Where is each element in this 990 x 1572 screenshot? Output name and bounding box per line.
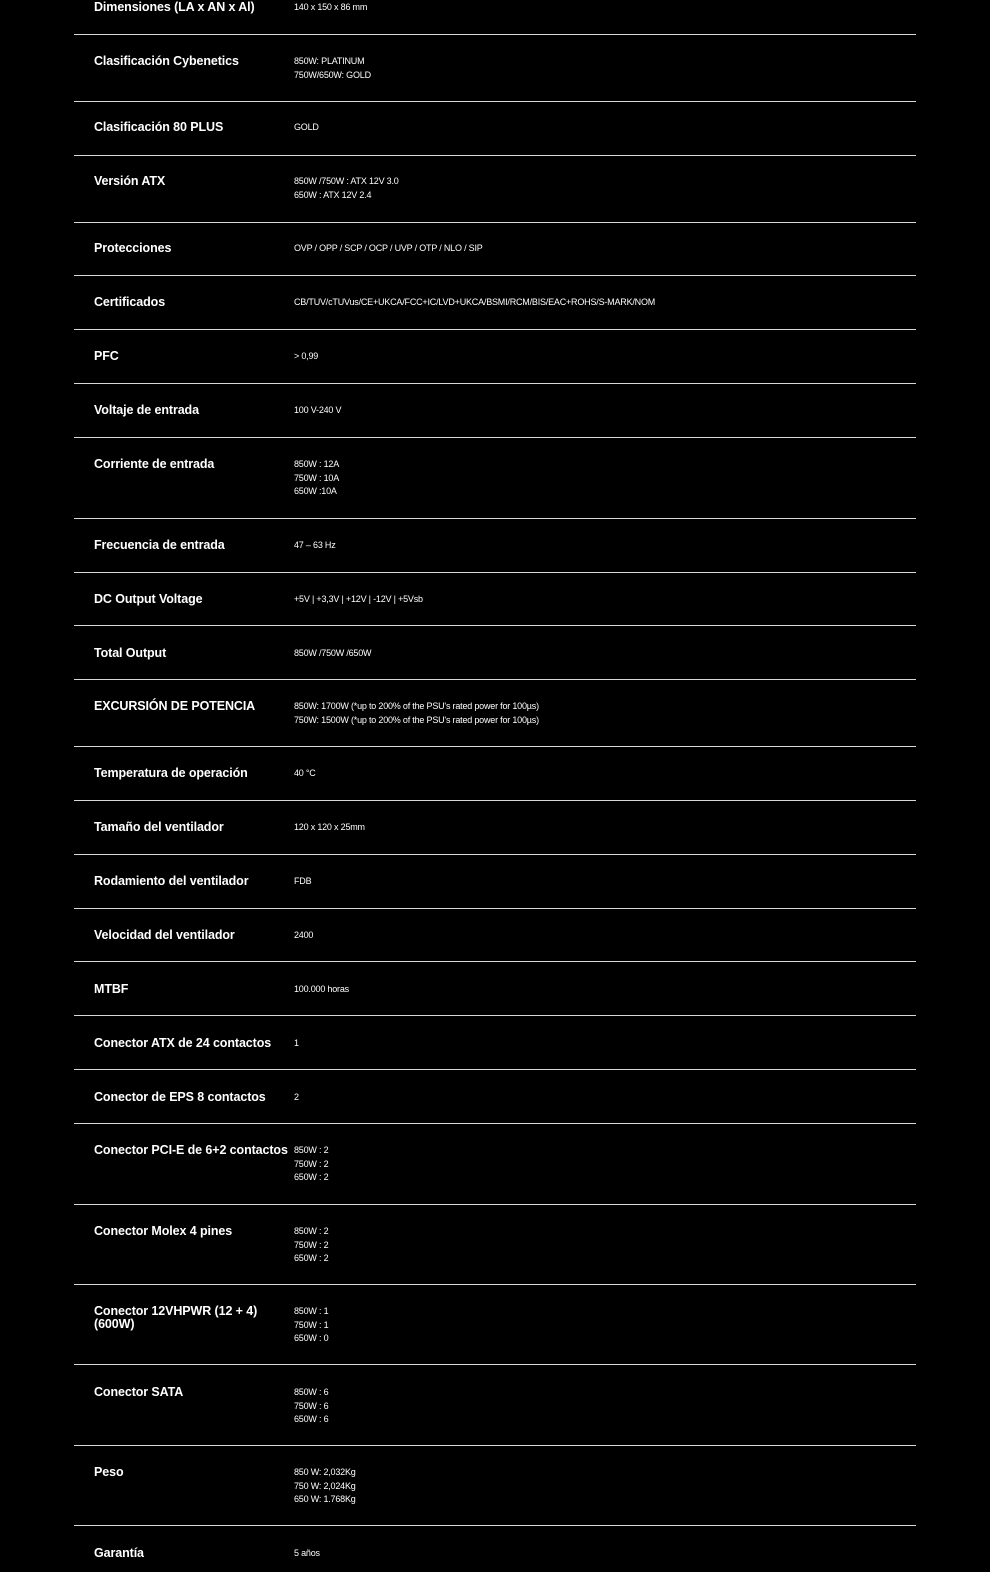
spec-value-line: 140 x 150 x 86 mm xyxy=(294,2,368,12)
row-divider xyxy=(74,625,916,626)
spec-value-line: 750W : 6 xyxy=(294,1400,329,1411)
row-divider xyxy=(74,1015,916,1016)
spec-value-line: 750W : 2 xyxy=(294,1239,329,1250)
spec-value-line: 47 – 63 Hz xyxy=(294,540,336,550)
row-divider xyxy=(74,518,916,519)
spec-label: EXCURSIÓN DE POTENCIA xyxy=(94,699,256,713)
spec-value-line: 120 x 120 x 25mm xyxy=(294,822,365,832)
spec-value-line: 100 V-240 V xyxy=(294,405,342,415)
row-divider xyxy=(74,383,916,384)
spec-value-line: 850W: PLATINUM xyxy=(294,56,365,66)
spec-value-line: 850W: 1700W (*up to 200% of the PSU's rated power for 100µs) xyxy=(294,701,539,711)
row-divider xyxy=(74,101,916,102)
spec-value xyxy=(294,350,894,364)
spec-value-line: 650W : ATX 12V 2.4 xyxy=(294,189,372,200)
row-divider xyxy=(74,1069,916,1070)
spec-value-line: 650W : 2 xyxy=(294,1172,329,1182)
spec-value xyxy=(294,1,894,15)
spec-value xyxy=(294,1466,894,1507)
row-divider xyxy=(74,329,916,330)
spec-value-line: 40 °C xyxy=(294,768,316,778)
spec-label: Tamaño del ventilador xyxy=(94,820,224,834)
spec-value-line: OVP / OPP / SCP / OCP / UVP / OTP / NLO / SIP xyxy=(294,243,483,253)
spec-value-line: 750W : 1 xyxy=(294,1319,329,1330)
spec-value-line: 650 W: 1.768Kg xyxy=(294,1494,356,1504)
spec-value xyxy=(294,1091,894,1105)
spec-value-line: 750W : 10A xyxy=(294,472,340,483)
spec-label: Rodamiento del ventilador xyxy=(94,874,249,888)
spec-value-line: 750W/650W: GOLD xyxy=(294,69,371,80)
spec-value xyxy=(294,296,894,310)
spec-value xyxy=(294,1305,894,1346)
spec-value-line: 850W : 12A xyxy=(294,459,340,469)
spec-label: Protecciones xyxy=(94,241,172,255)
spec-value-line: 100.000 horas xyxy=(294,984,349,994)
spec-value-line: +5V | +3,3V | +12V | -12V | +5Vsb xyxy=(294,594,423,604)
spec-value xyxy=(294,404,894,418)
spec-value-line: 750 W: 2,024Kg xyxy=(294,1480,356,1491)
spec-value xyxy=(294,929,894,943)
row-divider xyxy=(74,800,916,801)
spec-value xyxy=(294,821,894,835)
spec-label: Conector PCI-E de 6+2 contactos xyxy=(94,1143,288,1157)
spec-value xyxy=(294,1386,894,1427)
spec-label: Conector 12VHPWR (12 + 4) (600W) xyxy=(94,1304,258,1331)
row-divider xyxy=(74,961,916,962)
spec-value-line: 850W : 6 xyxy=(294,1387,329,1397)
row-divider xyxy=(74,1123,916,1124)
spec-label: Velocidad del ventilador xyxy=(94,928,235,942)
spec-value-line: 850W /750W : ATX 12V 3.0 xyxy=(294,176,399,186)
row-divider xyxy=(74,437,916,438)
spec-value-line: CB/TUV/cTUVus/CE+UKCA/FCC+IC/LVD+UKCA/BSMI/RCM/BIS/EAC+ROHS/S-MARK/NOM xyxy=(294,297,656,307)
spec-label: Conector de EPS 8 contactos xyxy=(94,1090,266,1104)
spec-label: Garantía xyxy=(94,1546,144,1560)
spec-label: MTBF xyxy=(94,982,129,996)
row-divider xyxy=(74,1364,916,1365)
spec-value-line: 750W : 2 xyxy=(294,1158,329,1169)
spec-value xyxy=(294,1225,894,1266)
spec-label: DC Output Voltage xyxy=(94,592,203,606)
spec-value-line: 850 W: 2,032Kg xyxy=(294,1467,356,1477)
row-divider xyxy=(74,679,916,680)
spec-label: Corriente de entrada xyxy=(94,457,215,471)
row-divider xyxy=(74,275,916,276)
row-divider xyxy=(74,34,916,35)
row-divider xyxy=(74,1525,916,1526)
spec-label: Conector SATA xyxy=(94,1385,184,1399)
spec-value-line: GOLD xyxy=(294,122,319,132)
spec-value xyxy=(294,647,894,661)
spec-value xyxy=(294,242,894,256)
spec-value-line: 2 xyxy=(294,1092,299,1102)
spec-label: Conector Molex 4 pines xyxy=(94,1224,233,1238)
row-divider xyxy=(74,746,916,747)
spec-value xyxy=(294,1037,894,1051)
spec-value xyxy=(294,55,894,82)
row-divider xyxy=(74,155,916,156)
row-divider xyxy=(74,1284,916,1285)
spec-label: Peso xyxy=(94,1465,124,1479)
spec-value-line: 650W : 2 xyxy=(294,1253,329,1263)
spec-label: PFC xyxy=(94,349,119,363)
spec-label: Clasificación 80 PLUS xyxy=(94,120,224,134)
spec-value xyxy=(294,1547,894,1561)
spec-label: Temperatura de operación xyxy=(94,766,248,780)
row-divider xyxy=(74,222,916,223)
spec-label: Frecuencia de entrada xyxy=(94,538,225,552)
spec-value-line: 650W :10A xyxy=(294,486,337,496)
spec-value-line: 650W : 6 xyxy=(294,1414,329,1424)
row-divider xyxy=(74,1204,916,1205)
row-divider xyxy=(74,908,916,909)
spec-value-line: 1 xyxy=(294,1038,299,1048)
spec-value-line: 850W /750W /650W xyxy=(294,648,372,658)
spec-value xyxy=(294,983,894,997)
spec-value xyxy=(294,175,894,202)
spec-value-line: > 0,99 xyxy=(294,351,319,361)
spec-value xyxy=(294,875,894,889)
spec-value-line: 5 años xyxy=(294,1548,320,1558)
spec-value-line: 850W : 1 xyxy=(294,1306,329,1316)
spec-label: Total Output xyxy=(94,646,167,660)
spec-value xyxy=(294,121,894,135)
spec-label: Versión ATX xyxy=(94,174,166,188)
spec-value-line: 650W : 0 xyxy=(294,1333,329,1343)
spec-value-line: 850W : 2 xyxy=(294,1145,329,1155)
spec-value xyxy=(294,458,894,499)
spec-value xyxy=(294,539,894,553)
spec-value xyxy=(294,1144,894,1185)
row-divider xyxy=(74,854,916,855)
spec-value-line: 750W: 1500W (*up to 200% of the PSU's rated power for 100µs) xyxy=(294,714,539,725)
spec-value-line: 2400 xyxy=(294,930,314,940)
spec-value-line: 850W : 2 xyxy=(294,1226,329,1236)
spec-value xyxy=(294,767,894,781)
spec-value-line: FDB xyxy=(294,876,312,886)
row-divider xyxy=(74,572,916,573)
spec-value xyxy=(294,593,894,607)
spec-value xyxy=(294,700,894,727)
spec-label: Voltaje de entrada xyxy=(94,403,199,417)
spec-label: Certificados xyxy=(94,295,166,309)
spec-label: Dimensiones (LA x AN x Al) xyxy=(94,0,255,14)
spec-label: Conector ATX de 24 contactos xyxy=(94,1036,272,1050)
spec-label: Clasificación Cybenetics xyxy=(94,54,239,68)
row-divider xyxy=(74,1445,916,1446)
